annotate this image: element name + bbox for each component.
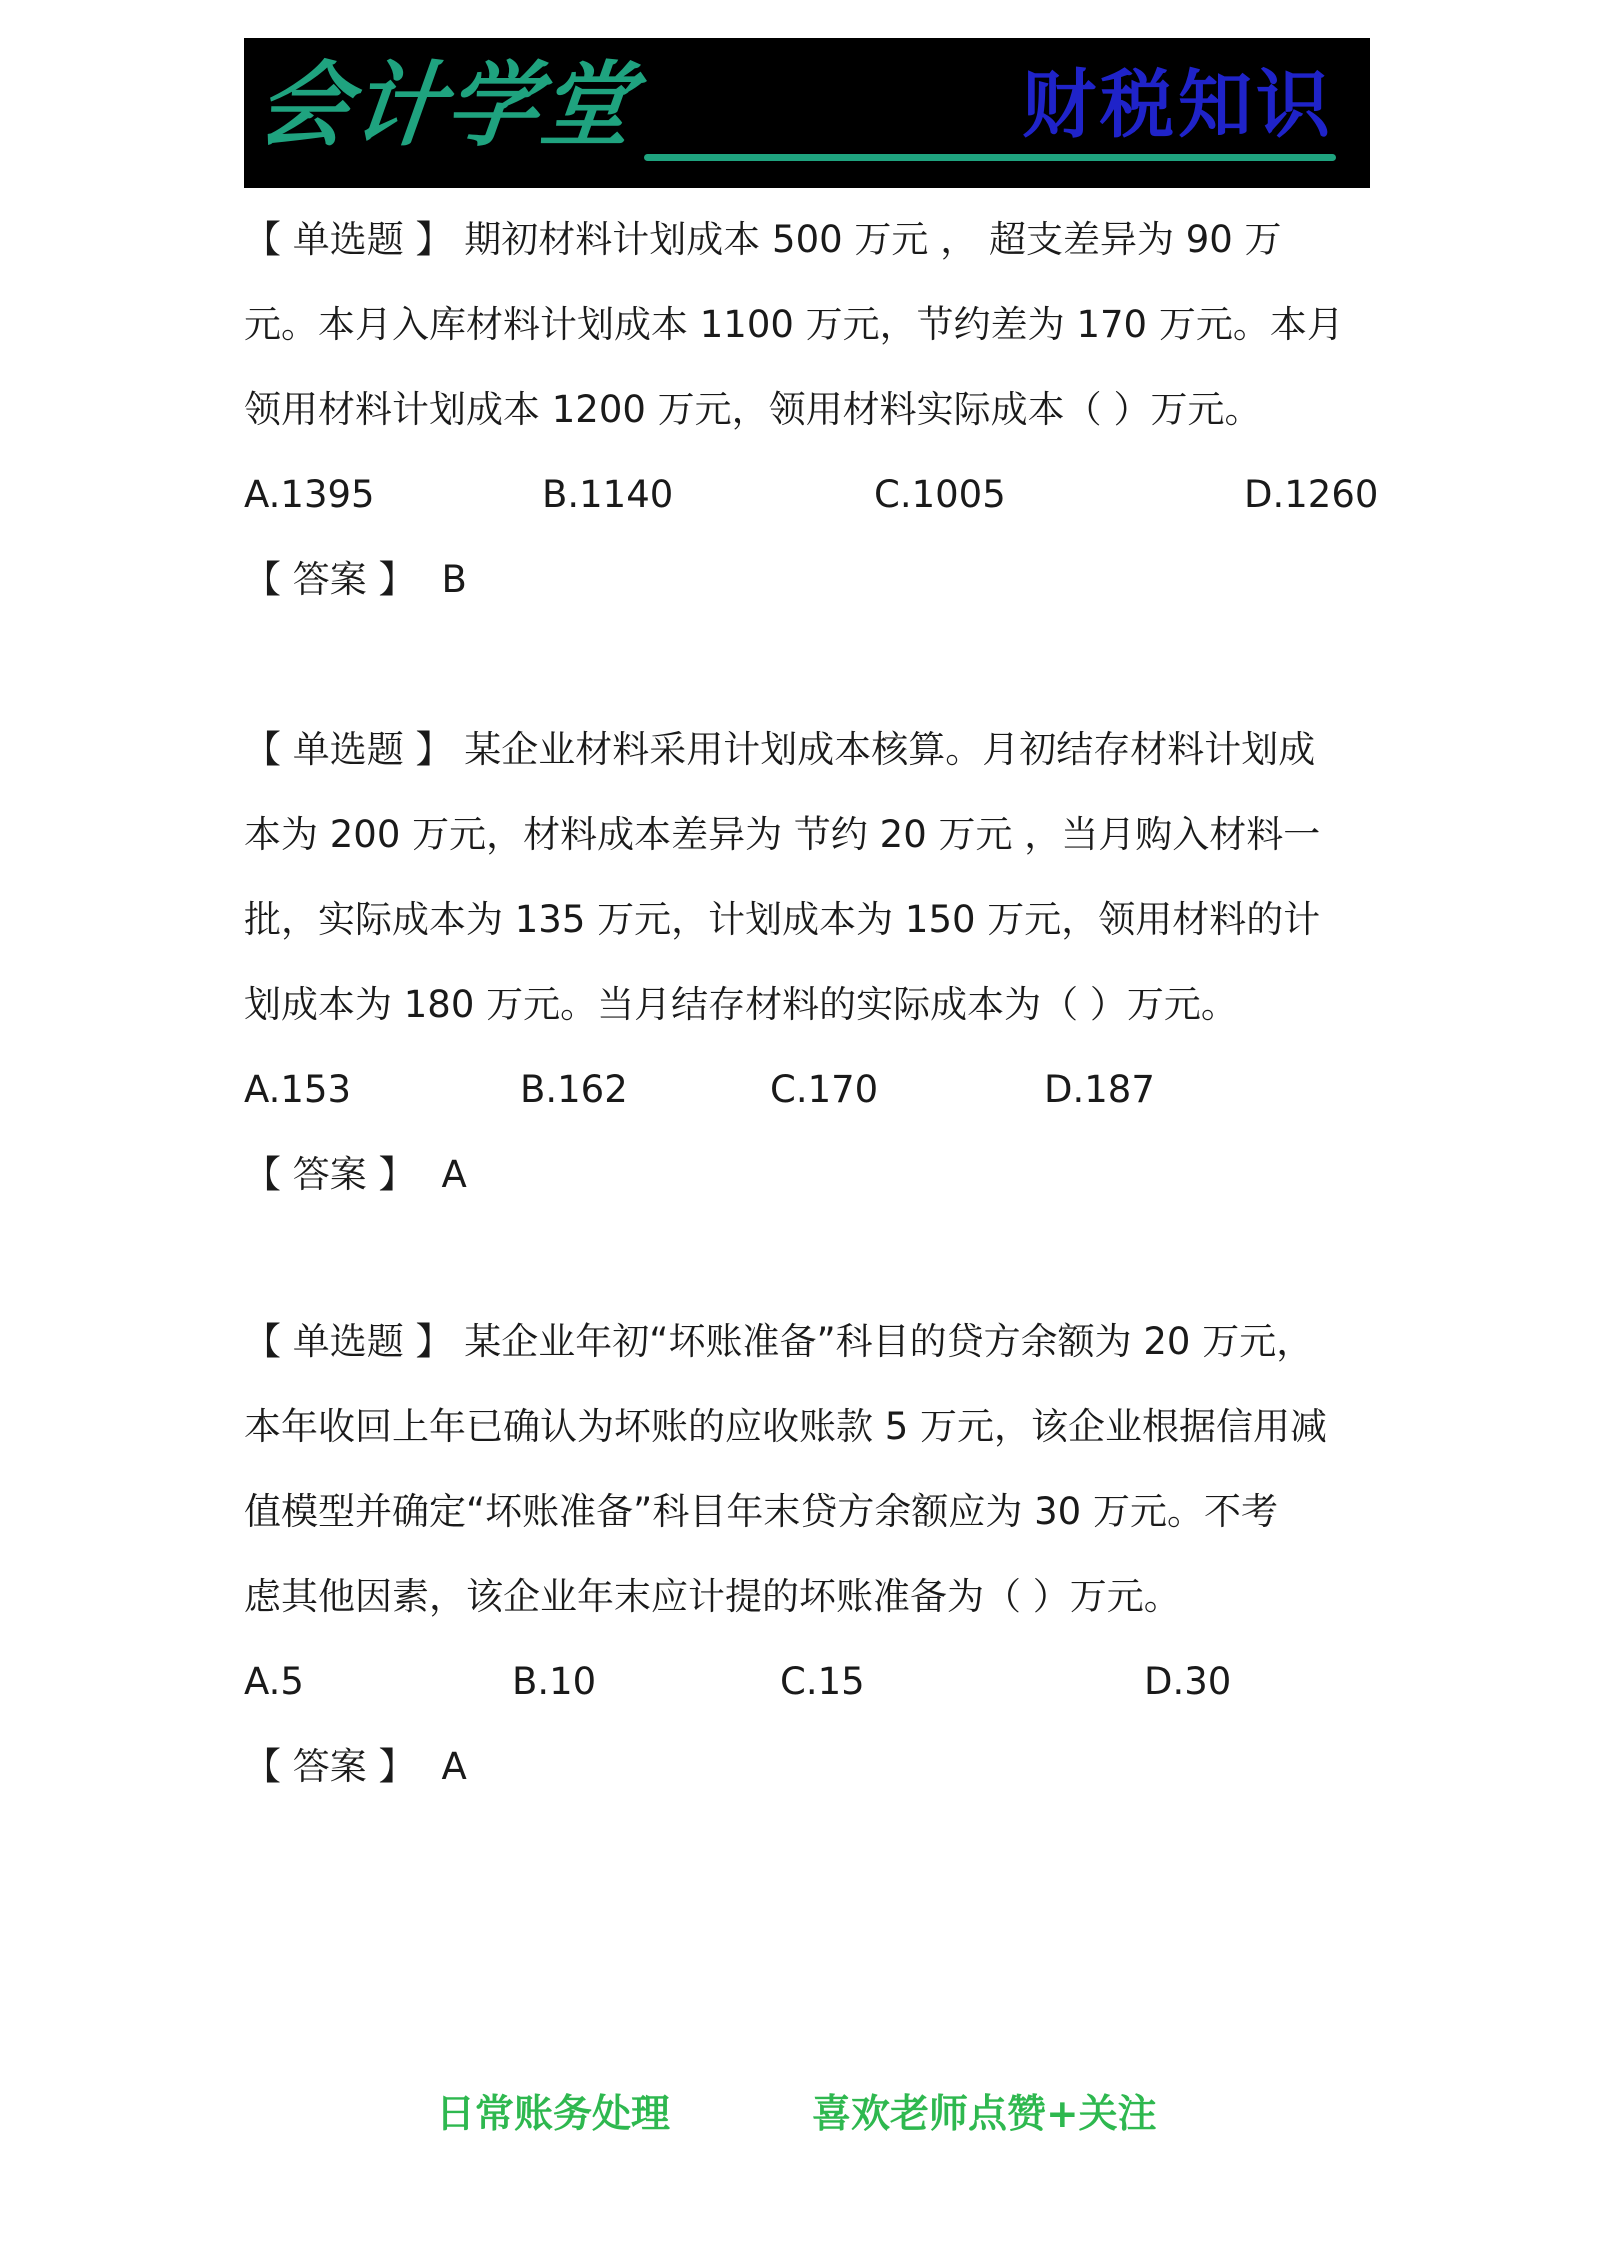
answer-value: B (441, 558, 467, 601)
answer-label: 【 答案 】 (244, 1745, 416, 1788)
question-block-3 (244, 1299, 1374, 1809)
options-row (244, 452, 1379, 537)
header-banner (244, 38, 1370, 188)
question-text-line: 领用材料计划成本 1200 万元，领用材料实际成本（ ）万元。 (244, 388, 1262, 431)
question-text-line: 【 单选题 】 某企业年初“坏账准备”科目的贷方余额为 20 万元， (244, 1320, 1314, 1363)
question-block-2 (244, 707, 1374, 1217)
question-text-line: 虑其他因素，该企业年末应计提的坏账准备为（ ）万元。 (244, 1575, 1181, 1618)
answer-row (244, 1132, 1374, 1217)
option-c[interactable]: C.15 (780, 1660, 865, 1703)
option-d[interactable]: D.1260 (1244, 473, 1379, 516)
question-text-line: 本为 200 万元，材料成本差异为 节约 20 万元 ，当月购入材料一 (244, 813, 1321, 856)
option-a[interactable]: A.5 (244, 1660, 304, 1703)
answer-label: 【 答案 】 (244, 1153, 416, 1196)
option-a[interactable]: A.1395 (244, 473, 375, 516)
answer-row (244, 1724, 1374, 1809)
question-block-1 (244, 197, 1379, 622)
question-text-line: 【 单选题 】 期初材料计划成本 500 万元 ， 超支差异为 90 万 (244, 218, 1282, 261)
footer-link-daily-accounting[interactable]: 日常账务处理 (436, 2092, 671, 2137)
options-row (244, 1639, 1374, 1724)
question-text-line: 批，实际成本为 135 万元，计划成本为 150 万元，领用材料的计 (244, 898, 1321, 941)
answer-value: A (441, 1153, 467, 1196)
question-text-line: 值模型并确定“坏账准备”科目年末贷方余额应为 30 万元。不考 (244, 1490, 1278, 1533)
question-text-line: 【 单选题 】 某企业材料采用计划成本核算。月初结存材料计划成 (244, 728, 1316, 771)
question-text-line: 划成本为 180 万元。当月结存材料的实际成本为（ ）万元。 (244, 983, 1238, 1026)
banner-underline (644, 154, 1336, 161)
brand-subtitle: 财税知识 (1022, 62, 1334, 148)
question-text-line: 元。本月入库材料计划成本 1100 万元，节约差为 170 万元。本月 (244, 303, 1344, 346)
options-row (244, 1047, 1374, 1132)
option-b[interactable]: B.162 (520, 1068, 628, 1111)
option-b[interactable]: B.1140 (542, 473, 674, 516)
answer-label: 【 答案 】 (244, 558, 416, 601)
answer-value: A (441, 1745, 467, 1788)
option-d[interactable]: D.30 (1144, 1660, 1232, 1703)
footer (0, 2080, 1600, 2150)
answer-row (244, 537, 1374, 622)
brand-logo-text: 会计学堂 (252, 52, 640, 159)
option-d[interactable]: D.187 (1044, 1068, 1155, 1111)
option-a[interactable]: A.153 (244, 1068, 352, 1111)
option-c[interactable]: C.170 (770, 1068, 879, 1111)
option-c[interactable]: C.1005 (874, 473, 1006, 516)
question-text-line: 本年收回上年已确认为坏账的应收账款 5 万元，该企业根据信用减 (244, 1405, 1328, 1448)
option-b[interactable]: B.10 (512, 1660, 597, 1703)
footer-like-follow[interactable]: 喜欢老师点赞+关注 (812, 2092, 1157, 2137)
